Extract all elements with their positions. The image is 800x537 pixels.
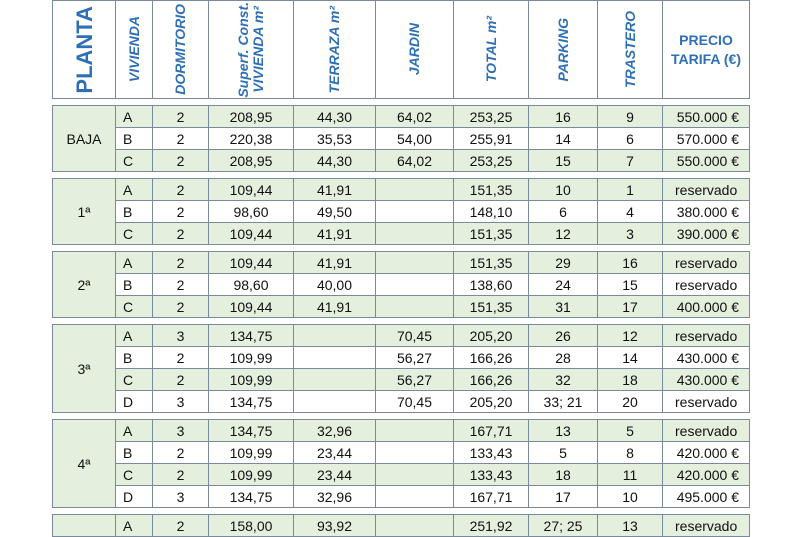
cell-precio: reservado — [663, 391, 750, 413]
cell-parking: 17 — [529, 486, 598, 508]
separator-cell — [53, 508, 750, 515]
cell-superficie: 134,75 — [209, 486, 294, 508]
cell-precio: 400.000 € — [663, 296, 750, 318]
separator-cell — [53, 172, 750, 179]
cell-dormitorio: 2 — [153, 179, 209, 201]
cell-trastero: 4 — [598, 201, 663, 223]
table-row — [53, 106, 750, 128]
cell-total: 205,20 — [454, 325, 529, 347]
cell-superficie: 109,99 — [209, 369, 294, 391]
cell-dormitorio: 2 — [153, 223, 209, 245]
cell-vivienda: B — [116, 201, 153, 223]
cell-vivienda: A — [116, 179, 153, 201]
cell-vivienda: C — [116, 464, 153, 486]
cell-jardin — [376, 201, 454, 223]
cell-total: 166,26 — [454, 347, 529, 369]
cell-dormitorio: 2 — [153, 369, 209, 391]
cell-vivienda: B — [116, 442, 153, 464]
table-row — [53, 150, 750, 172]
table-row — [53, 223, 750, 245]
cell-terraza: 23,44 — [294, 442, 376, 464]
table-row — [53, 179, 750, 201]
table-row — [53, 420, 750, 442]
cell-dormitorio: 3 — [153, 420, 209, 442]
cell-precio: 430.000 € — [663, 369, 750, 391]
cell-total: 138,60 — [454, 274, 529, 296]
cell-parking: 15 — [529, 150, 598, 172]
cell-total: 133,43 — [454, 464, 529, 486]
cell-superficie: 158,00 — [209, 515, 294, 537]
header-planta: PLANTA — [53, 1, 116, 99]
floor-label — [53, 515, 116, 537]
cell-dormitorio: 3 — [153, 325, 209, 347]
cell-dormitorio: 3 — [153, 391, 209, 413]
price-table-container — [52, 0, 749, 534]
separator-cell — [53, 99, 750, 106]
cell-superficie: 134,75 — [209, 420, 294, 442]
cell-dormitorio: 2 — [153, 252, 209, 274]
cell-precio: reservado — [663, 325, 750, 347]
cell-jardin — [376, 296, 454, 318]
cell-superficie: 109,44 — [209, 223, 294, 245]
cell-precio: reservado — [663, 252, 750, 274]
cell-terraza: 35,53 — [294, 128, 376, 150]
cell-total: 151,35 — [454, 179, 529, 201]
cell-jardin — [376, 442, 454, 464]
cell-vivienda: D — [116, 486, 153, 508]
cell-trastero: 7 — [598, 150, 663, 172]
cell-trastero: 18 — [598, 369, 663, 391]
cell-terraza — [294, 325, 376, 347]
cell-jardin: 64,02 — [376, 106, 454, 128]
cell-parking: 32 — [529, 369, 598, 391]
cell-vivienda: C — [116, 296, 153, 318]
cell-vivienda: C — [116, 369, 153, 391]
cell-jardin — [376, 486, 454, 508]
table-row — [53, 391, 750, 413]
floor-label: 2ª — [53, 252, 116, 318]
table-row — [53, 128, 750, 150]
cell-dormitorio: 2 — [153, 347, 209, 369]
header-superficie: Superf. Const. VIVIENDA m² — [209, 1, 294, 99]
cell-terraza: 23,44 — [294, 464, 376, 486]
cell-total: 151,35 — [454, 252, 529, 274]
cell-parking: 31 — [529, 296, 598, 318]
cell-jardin: 54,00 — [376, 128, 454, 150]
cell-superficie: 98,60 — [209, 201, 294, 223]
cell-trastero: 6 — [598, 128, 663, 150]
floor-label: BAJA — [53, 106, 116, 172]
cell-terraza: 44,30 — [294, 106, 376, 128]
cell-precio: 380.000 € — [663, 201, 750, 223]
cell-trastero: 12 — [598, 325, 663, 347]
cell-total: 255,91 — [454, 128, 529, 150]
price-table — [52, 0, 750, 537]
cell-terraza — [294, 369, 376, 391]
cell-parking: 16 — [529, 106, 598, 128]
cell-terraza: 32,96 — [294, 420, 376, 442]
table-row — [53, 442, 750, 464]
floor-label: 3ª — [53, 325, 116, 413]
cell-terraza: 41,91 — [294, 252, 376, 274]
cell-trastero: 15 — [598, 274, 663, 296]
cell-terraza: 44,30 — [294, 150, 376, 172]
cell-superficie: 220,38 — [209, 128, 294, 150]
cell-precio: reservado — [663, 515, 750, 537]
cell-jardin — [376, 464, 454, 486]
separator-cell — [53, 245, 750, 252]
cell-jardin — [376, 420, 454, 442]
cell-trastero: 13 — [598, 515, 663, 537]
cell-parking: 24 — [529, 274, 598, 296]
floor-separator — [53, 99, 750, 106]
floor-separator — [53, 245, 750, 252]
cell-jardin: 70,45 — [376, 325, 454, 347]
cell-vivienda: A — [116, 420, 153, 442]
header-total: TOTAL m² — [454, 1, 529, 99]
cell-terraza: 40,00 — [294, 274, 376, 296]
cell-precio: 570.000 € — [663, 128, 750, 150]
cell-dormitorio: 2 — [153, 201, 209, 223]
cell-trastero: 1 — [598, 179, 663, 201]
cell-jardin: 70,45 — [376, 391, 454, 413]
cell-superficie: 208,95 — [209, 106, 294, 128]
cell-terraza — [294, 391, 376, 413]
cell-trastero: 11 — [598, 464, 663, 486]
cell-total: 253,25 — [454, 106, 529, 128]
header-dormitorio: DORMITORIO — [153, 1, 209, 99]
cell-jardin: 56,27 — [376, 369, 454, 391]
table-row — [53, 325, 750, 347]
cell-dormitorio: 2 — [153, 296, 209, 318]
cell-vivienda: A — [116, 515, 153, 537]
cell-precio: 430.000 € — [663, 347, 750, 369]
cell-dormitorio: 2 — [153, 106, 209, 128]
cell-terraza: 32,96 — [294, 486, 376, 508]
cell-total: 253,25 — [454, 150, 529, 172]
cell-vivienda: A — [116, 325, 153, 347]
floor-label: 1ª — [53, 179, 116, 245]
cell-precio: 390.000 € — [663, 223, 750, 245]
cell-vivienda: A — [116, 252, 153, 274]
cell-precio: reservado — [663, 274, 750, 296]
cell-total: 166,26 — [454, 369, 529, 391]
cell-precio: 420.000 € — [663, 464, 750, 486]
cell-superficie: 134,75 — [209, 391, 294, 413]
table-row — [53, 347, 750, 369]
floor-separator — [53, 413, 750, 420]
cell-precio: reservado — [663, 420, 750, 442]
cell-superficie: 208,95 — [209, 150, 294, 172]
cell-vivienda: B — [116, 128, 153, 150]
floor-label: 4ª — [53, 420, 116, 508]
cell-parking: 6 — [529, 201, 598, 223]
cell-parking: 28 — [529, 347, 598, 369]
header-terraza: TERRAZA m² — [294, 1, 376, 99]
cell-trastero: 14 — [598, 347, 663, 369]
table-row — [53, 252, 750, 274]
table-row — [53, 369, 750, 391]
cell-vivienda: D — [116, 391, 153, 413]
cell-jardin: 64,02 — [376, 150, 454, 172]
cell-parking: 12 — [529, 223, 598, 245]
cell-superficie: 109,44 — [209, 252, 294, 274]
cell-parking: 5 — [529, 442, 598, 464]
cell-trastero: 8 — [598, 442, 663, 464]
cell-precio: 550.000 € — [663, 106, 750, 128]
cell-jardin — [376, 223, 454, 245]
header-precio: PRECIO TARIFA (€) — [663, 1, 750, 99]
cell-trastero: 17 — [598, 296, 663, 318]
cell-total: 167,71 — [454, 486, 529, 508]
cell-parking: 18 — [529, 464, 598, 486]
cell-total: 151,35 — [454, 223, 529, 245]
table-row — [53, 296, 750, 318]
cell-terraza: 41,91 — [294, 179, 376, 201]
header-parking: PARKING — [529, 1, 598, 99]
cell-jardin — [376, 179, 454, 201]
cell-terraza — [294, 347, 376, 369]
cell-dormitorio: 2 — [153, 515, 209, 537]
header-row — [53, 1, 750, 99]
header-vivienda: VIVIENDA — [116, 1, 153, 99]
table-row — [53, 464, 750, 486]
cell-dormitorio: 2 — [153, 464, 209, 486]
cell-parking: 27; 25 — [529, 515, 598, 537]
cell-dormitorio: 2 — [153, 442, 209, 464]
cell-total: 151,35 — [454, 296, 529, 318]
cell-total: 133,43 — [454, 442, 529, 464]
cell-vivienda: A — [116, 106, 153, 128]
cell-trastero: 16 — [598, 252, 663, 274]
cell-total: 205,20 — [454, 391, 529, 413]
cell-jardin — [376, 274, 454, 296]
cell-vivienda: B — [116, 274, 153, 296]
cell-precio: 495.000 € — [663, 486, 750, 508]
cell-trastero: 10 — [598, 486, 663, 508]
cell-precio: reservado — [663, 179, 750, 201]
cell-dormitorio: 2 — [153, 128, 209, 150]
table-row — [53, 515, 750, 537]
separator-cell — [53, 318, 750, 325]
cell-dormitorio: 3 — [153, 486, 209, 508]
cell-terraza: 93,92 — [294, 515, 376, 537]
cell-superficie: 109,99 — [209, 442, 294, 464]
cell-jardin — [376, 252, 454, 274]
cell-superficie: 98,60 — [209, 274, 294, 296]
cell-trastero: 20 — [598, 391, 663, 413]
separator-cell — [53, 413, 750, 420]
cell-terraza: 41,91 — [294, 223, 376, 245]
cell-total: 167,71 — [454, 420, 529, 442]
floor-separator — [53, 508, 750, 515]
cell-jardin — [376, 515, 454, 537]
cell-trastero: 5 — [598, 420, 663, 442]
cell-total: 148,10 — [454, 201, 529, 223]
cell-superficie: 134,75 — [209, 325, 294, 347]
cell-total: 251,92 — [454, 515, 529, 537]
table-row — [53, 201, 750, 223]
cell-superficie: 109,44 — [209, 179, 294, 201]
cell-parking: 26 — [529, 325, 598, 347]
header-trastero: TRASTERO — [598, 1, 663, 99]
table-row — [53, 486, 750, 508]
cell-jardin: 56,27 — [376, 347, 454, 369]
cell-parking: 10 — [529, 179, 598, 201]
cell-vivienda: C — [116, 150, 153, 172]
cell-precio: 550.000 € — [663, 150, 750, 172]
table-row — [53, 274, 750, 296]
cell-dormitorio: 2 — [153, 150, 209, 172]
header-jardin: JARDIN — [376, 1, 454, 99]
cell-terraza: 49,50 — [294, 201, 376, 223]
cell-precio: 420.000 € — [663, 442, 750, 464]
floor-separator — [53, 318, 750, 325]
cell-parking: 33; 21 — [529, 391, 598, 413]
floor-separator — [53, 172, 750, 179]
cell-terraza: 41,91 — [294, 296, 376, 318]
cell-parking: 13 — [529, 420, 598, 442]
cell-superficie: 109,44 — [209, 296, 294, 318]
cell-dormitorio: 2 — [153, 274, 209, 296]
cell-parking: 14 — [529, 128, 598, 150]
cell-vivienda: C — [116, 223, 153, 245]
cell-vivienda: B — [116, 347, 153, 369]
cell-trastero: 9 — [598, 106, 663, 128]
cell-superficie: 109,99 — [209, 464, 294, 486]
cell-parking: 29 — [529, 252, 598, 274]
cell-superficie: 109,99 — [209, 347, 294, 369]
cell-trastero: 3 — [598, 223, 663, 245]
